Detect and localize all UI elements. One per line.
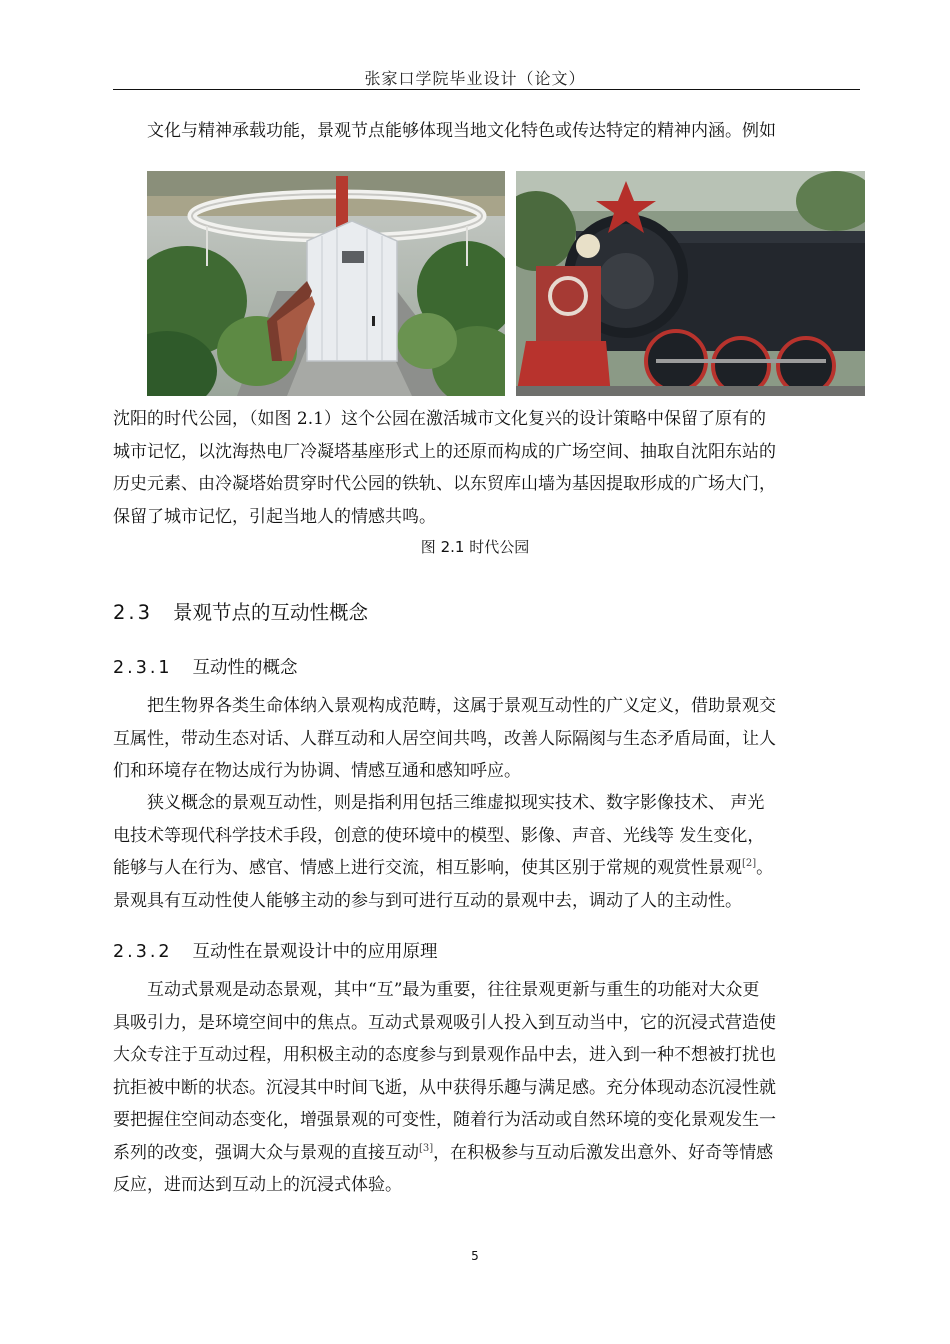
- photo-tower-ring: [147, 171, 505, 396]
- header-title: 张家口学院毕业设计（论文）: [364, 69, 586, 88]
- text-line: 城市记忆，以沈海热电厂冷凝塔基座形式上的还原而构成的广场空间、抽取自沈阳东站的: [113, 441, 776, 462]
- paragraph-application-principle: [113, 974, 860, 1202]
- text-line: 把生物界各类生命体纳入景观构成范畴，这属于景观互动性的广义定义，借助景观交: [147, 696, 776, 716]
- text-line: 抗拒被中断的状态。沉浸其中时间飞逝，从中获得乐趣与满足感。充分体现动态沉浸性就: [113, 1077, 776, 1098]
- text-line: 狭义概念的景观互动性，则是指利用包括三维虚拟现实技术、数字影像技术、 声光: [147, 793, 765, 813]
- paragraph-narrow-definition: [113, 787, 860, 917]
- text-line: 具吸引力，是环境空间中的焦点。互动式景观吸引人投入到互动当中，它的沉浸式营造使: [113, 1012, 776, 1033]
- citation: [3]: [419, 1142, 434, 1154]
- figure-caption: 图 2.1 时代公园: [420, 538, 530, 556]
- subsection-heading-2: [113, 938, 438, 963]
- subsection-number: 2.3.2: [113, 942, 173, 962]
- photo-locomotive: [516, 171, 865, 396]
- text-line: 文化与精神承载功能，景观节点能够体现当地文化特色或传达特定的精神内涵。例如: [147, 121, 776, 141]
- paragraph-broad-definition: [113, 690, 860, 788]
- text-line: 能够与人在行为、感官、情感上进行交流，相互影响，使其区别于常规的观赏性景观[2]。: [113, 858, 774, 878]
- header-divider: [113, 89, 860, 90]
- photo-locomotive-graphic: [516, 171, 865, 396]
- text-line: 们和环境存在物达成行为协调、情感互通和感知呼应。: [113, 761, 521, 781]
- subsection-heading-1: [113, 654, 298, 679]
- text-line: 系列的改变，强调大众与景观的直接互动[3]，在积极参与互动后激发出意外、好奇等情感: [113, 1142, 774, 1163]
- photo-tower-ring-graphic: [147, 171, 505, 396]
- text-line: 要把握住空间动态变化，增强景观的可变性，随着行为活动或自然环境的变化景观发生一: [113, 1110, 776, 1130]
- subsection-title: 互动性的概念: [192, 658, 298, 678]
- text-line: 沈阳的时代公园，（如图 2.1）这个公园在激活城市文化复兴的设计策略中保留了原有的: [113, 409, 766, 429]
- page-number: 5: [471, 1249, 479, 1263]
- text-line: 景观具有互动性使人能够主动的参与到可进行互动的景观中去，调动了人的主动性。: [113, 890, 742, 911]
- citation: [2]: [742, 858, 757, 869]
- text-line: 互动式景观是动态景观，其中“互”最为重要，往往景观更新与重生的功能对大众更: [147, 980, 760, 1000]
- intro-paragraph: [113, 115, 860, 148]
- section-number: 2.3: [113, 601, 154, 624]
- text-line: 历史元素、由冷凝塔始贯穿时代公园的铁轨、以东贸库山墙为基因提取形成的广场大门，: [113, 474, 776, 494]
- text-line: 大众专注于互动过程，用积极主动的态度参与到景观作品中去，进入到一种不想被打扰也: [113, 1045, 776, 1065]
- text-line: 保留了城市记忆，引起当地人的情感共鸣。: [113, 506, 436, 527]
- text-line: 电技术等现代科学技术手段，创意的使环境中的模型、影像、声音、光线等 发生变化，: [113, 825, 765, 846]
- subsection-title: 互动性在景观设计中的应用原理: [192, 942, 438, 962]
- subsection-number: 2.3.1: [113, 658, 173, 678]
- section-heading: [113, 597, 368, 625]
- text-line: 互属性，带动生态对话、人群互动和人居空间共鸣，改善人际隔阂与生态矛盾局面，让人: [113, 728, 776, 749]
- text-line: 反应，进而达到互动上的沉浸式体验。: [113, 1175, 402, 1195]
- section-title: 景观节点的互动性概念: [173, 601, 369, 624]
- figure-description: [113, 403, 860, 533]
